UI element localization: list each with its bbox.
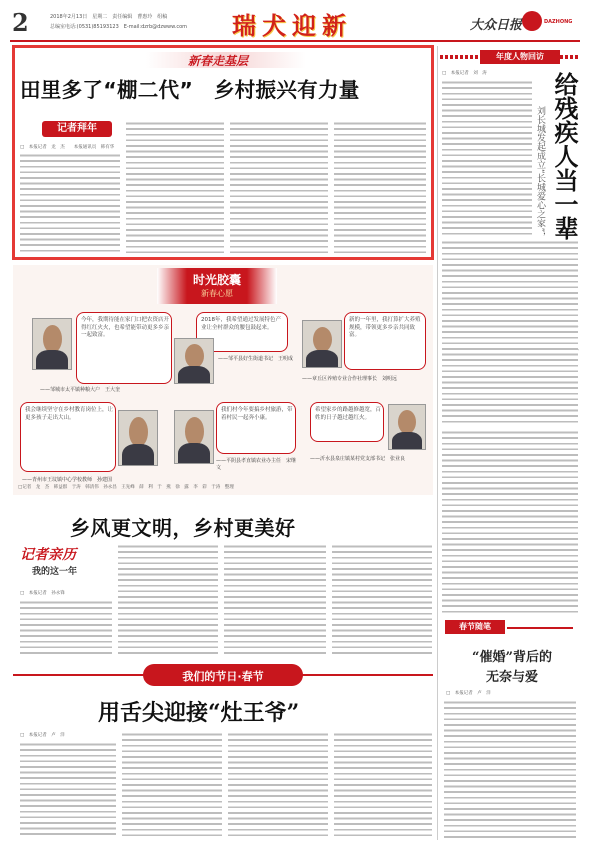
quote-signature: ——邹平县好生街道书记 王明成 — [218, 356, 294, 362]
lead-byline: □ 本报记者 龙 杰 本报通讯员 韩有华 — [20, 145, 115, 150]
festival-body-col-3 — [228, 732, 328, 838]
sidebar-body-bottom — [442, 240, 578, 425]
quote-text: 希望家乡的路越修越宽，百姓的日子越过越红火。 — [315, 407, 382, 421]
quote-signature: ——沂水县泉庄镇某村党支部书记 张业良 — [310, 456, 406, 462]
feature-banner-sub: 新春心愿 — [201, 289, 233, 298]
essay-byline: □ 本报记者 卢 洋 — [446, 691, 491, 696]
civ-body-col-2 — [118, 544, 218, 654]
quote-card — [20, 402, 116, 472]
column-tag-sub: 我的这一年 — [32, 567, 78, 577]
quote-signature: ——章丘区养殖专业合作社理事长 刘明远 — [302, 376, 398, 382]
sidebar-subhead: 刘长城发起成立“长城爱心之家”，六年来惠顾百余名残疾人朋友 — [535, 106, 545, 359]
quote-signature: ——青州市王坟镇中心学校教师 孙建国 — [22, 477, 113, 483]
civ-body-col-4 — [332, 544, 432, 654]
page-number: 2 — [12, 8, 29, 37]
sidebar-headline: 给残疾人当一辈子“长城大哥” — [550, 72, 578, 392]
reporter-tag: 记者拜年 — [42, 121, 112, 137]
masthead-rule — [10, 40, 580, 42]
lead-headline: 田里多了“棚二代” 乡村振兴有力量 — [20, 78, 360, 102]
lead-body-col-3 — [230, 121, 328, 253]
quote-card — [216, 402, 296, 454]
sidebar-body-lower — [442, 430, 578, 615]
festival-byline: □ 本报记者 卢 洋 — [20, 733, 65, 738]
festival-body-col-2 — [122, 732, 222, 838]
festival-body-col-4 — [334, 732, 432, 838]
essay-tag — [445, 620, 575, 636]
civilization-headline: 乡风更文明，乡村更美好 — [70, 516, 296, 540]
essay-headline-bottom: 无奈与爱 — [485, 670, 538, 685]
paper-name: 大众日报 — [470, 18, 523, 33]
column-label: 新春走基层 — [188, 54, 249, 68]
essay-body — [444, 700, 576, 838]
festival-headline: 用舌尖迎接“灶王爷” — [98, 700, 300, 726]
quote-card — [76, 312, 172, 384]
portrait-photo — [32, 318, 72, 370]
quote-text: 2018年，我希望通过发展特色产业让全村群众的腰包鼓起来。 — [201, 317, 281, 331]
feature-banner — [157, 268, 277, 304]
quote-text: 我们村今年要搞乡村旅游，带着村民一起奔小康。 — [221, 407, 293, 421]
portrait-photo — [174, 410, 214, 464]
paper-sub: DAZHONG — [544, 19, 573, 25]
essay-rule — [507, 627, 573, 629]
festival-banner — [13, 664, 433, 686]
civ-body-col-3 — [224, 544, 326, 654]
festival-body-col-1 — [20, 742, 116, 838]
quote-card — [344, 312, 426, 370]
portrait-photo — [118, 410, 158, 466]
feature-credits: □记者 龙 杰 韩益群 于涛 韩清伟 孙永昌 王先峰 薛 利 于 燕 徐 露 李 彩 于涛 整理 — [18, 485, 234, 490]
essay-section-tag: 春节随笔 — [445, 620, 505, 634]
lead-body-col-4 — [334, 121, 426, 253]
date-line: 2018年2月13日 星期二 责任编辑 曹惠玲 组稿 — [50, 14, 168, 20]
civ-body-col-1 — [20, 600, 112, 654]
festival-banner-text: 我们的节日·春节 — [182, 670, 264, 683]
quote-text: 新的一年里，我打算扩大养殖规模，带领更多乡亲共同致富。 — [349, 317, 421, 338]
portrait-photo — [388, 404, 426, 450]
column-tag — [20, 544, 100, 584]
lead-body-col-2 — [126, 121, 224, 253]
sidebar-body-top — [442, 80, 532, 235]
lead-story — [16, 49, 430, 256]
paper-logo-icon — [522, 11, 542, 31]
portrait-photo — [302, 320, 342, 368]
contact-line: 总编室电话:(0531)85193123 E-mail:dzrb@dzwww.com — [50, 24, 188, 30]
quote-card — [310, 402, 384, 442]
portrait-photo — [174, 338, 214, 384]
sidebar-byline: □ 本报记者 刘 涛 — [442, 71, 487, 76]
banner-title: 瑞犬迎新 — [232, 11, 352, 40]
quote-text: 我会继续坚守在乡村教育岗位上，让更多孩子走出大山。 — [25, 407, 114, 421]
quote-signature: ——邹城市太平镇种粮大户 王大奎 — [40, 387, 121, 393]
quote-text: 今年，我期待能在家门口把农资店开得红红火火，也希望能带动更多乡亲一起致富。 — [81, 317, 170, 338]
sidebar-right — [440, 48, 580, 428]
essay-headline-top: “催婚”背后的 — [472, 650, 552, 665]
masthead — [10, 6, 580, 40]
quote-signature: ——平阴县孝直镇农业办主任 宋继文 — [216, 458, 297, 471]
column-tag-title: 记者亲历 — [20, 547, 76, 563]
lead-body-col-1 — [20, 153, 120, 253]
feature-banner-label: 时光胶囊 — [192, 273, 241, 287]
sidebar-section-tag: 年度人物回访 — [480, 50, 560, 64]
civilization-byline: □ 本报记者 孙永锋 — [20, 591, 65, 596]
column-divider — [437, 46, 438, 840]
